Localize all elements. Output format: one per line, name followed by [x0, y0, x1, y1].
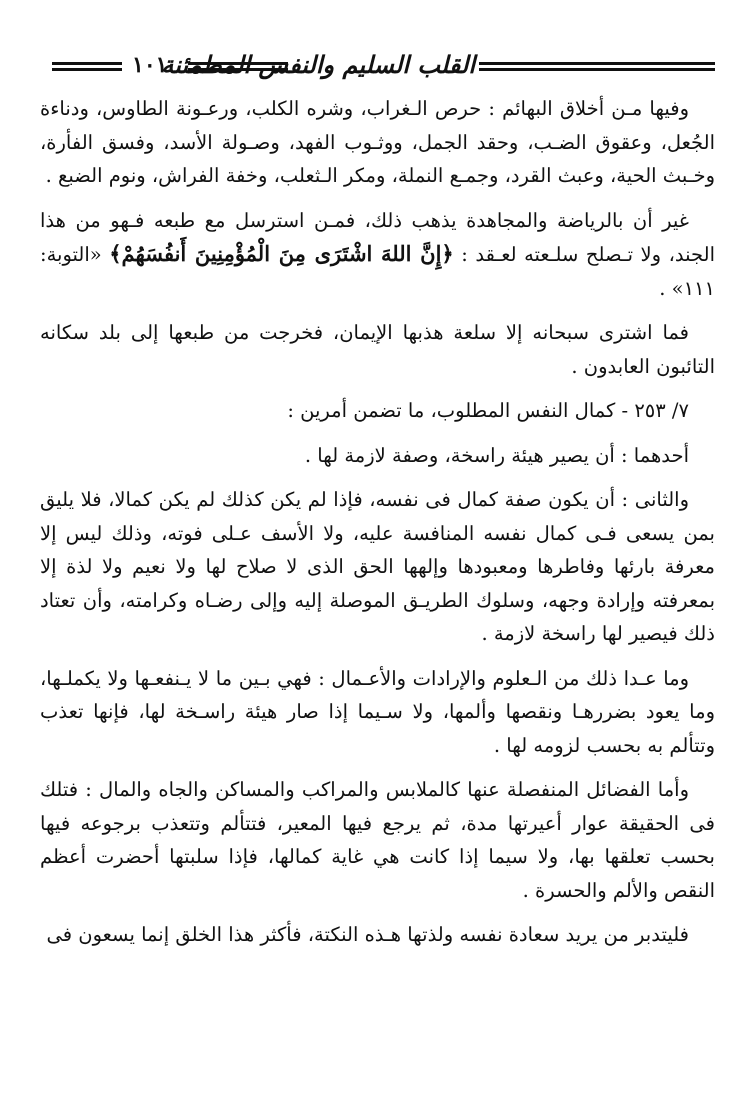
paragraph-other-knowledge: وما عـدا ذلك من الـعلوم والإرادات والأعـمال : فهي بـين ما لا يـنفعـها ولا يكملـها، وما يعود بضررهـا ونقصها وألمها، ولا سـيما إذا صار هيئة راسـخة لها، فإنها تعذب وتتألم به بحسب لزومه لها . [40, 666, 715, 757]
running-header [40, 40, 715, 92]
paragraph-purchase: فما اشترى سبحانه إلا سلعة هذبها الإيمان، فخرجت من طبعها إلى بلد سكانه التائبون العابدون . [40, 321, 715, 378]
paragraph-text: غير أن بالرياضة والمجاهدة يذهب ذلك، فمـن استرسل مع طبعه فـهو من هذا الجند، ولا تـصلح سلـعته لعـقد : [40, 208, 715, 266]
page-body [40, 92, 715, 952]
paragraph-first-condition: أحدهما : أن يصير هيئة راسخة، وصفة لازمة لها . [304, 443, 689, 467]
header-rule-right [479, 62, 715, 71]
paragraph-discipline [40, 204, 715, 306]
paragraph-external-virtues: وأما الفضائل المنفصلة عنها كالملابس والمراكب والمساكن والجاه والمال : فتلك فى الحقيقة عوار أعيرتها مدة، ثم يرجع فيها المعير، فتتألم وتتعذب برجوعه فيها بحسب تعلقها بها، ولا سيما إذا كانت هي غاية كمالها، فإذا سلبتها أحضرت أعظم النقص والألم والحسرة . [40, 778, 715, 902]
verse-reference: «التوبة: ١١١» . [40, 243, 715, 300]
quran-verse: ﴿إِنَّ اللهَ اشْتَرَى مِنَ الْمُؤْمِنِينَ أَنفُسَهُمْ﴾ [109, 241, 454, 266]
header-rule-left [52, 62, 122, 71]
paragraph-closing: فليتدبر من يريد سعادة نفسه ولذتها هـذه النكتة، فأكثر هذا الخلق إنما يسعون فى [46, 923, 689, 946]
paragraph-second-condition: والثانى : أن يكون صفة كمال فى نفسه، فإذا لم يكن كذلك لم يكن كمالا، فلا يليق بمن يسعى فـى كمال نفسه المنافسة عليه، ولا الأسف عـلى فوته، وذلك ليس إلا معرفة بارئها وفاطرها ومعبودها وإلهها الحق الذى لا صلاح لها ولا نعيم ولا لذة إلا بمعرفته وإرادة وجهه، وسلوك الطريـق الموصلة إليه وإلى رضـاه وكرامته، وأن تعتاد ذلك فيصير لها راسخة لازمة . [40, 488, 715, 645]
paragraph-animal-traits: وفيها مـن أخلاق البهائم : حرص الـغراب، وشره الكلب، ورعـونة الطاوس، ودناءة الجُعل، وعقوق الضـب، وحقد الجمل، ووثـوب الفهد، وصـولة الأسد، وفسق الفأرة، وخـبث الحية، وعبث القرد، وجمـع النملة، ومكر الـثعلب، وخفة الفراش، ونوم الضبع . [40, 97, 715, 187]
section-heading: ٧/ ٢٥٣ - كمال النفس المطلوب، ما تضمن أمرين : [287, 399, 689, 422]
running-title: القلب السليم والنفس المطمئنة [161, 50, 475, 79]
header-rule-middle [188, 62, 288, 71]
page-number: ١٠١ [132, 52, 168, 78]
